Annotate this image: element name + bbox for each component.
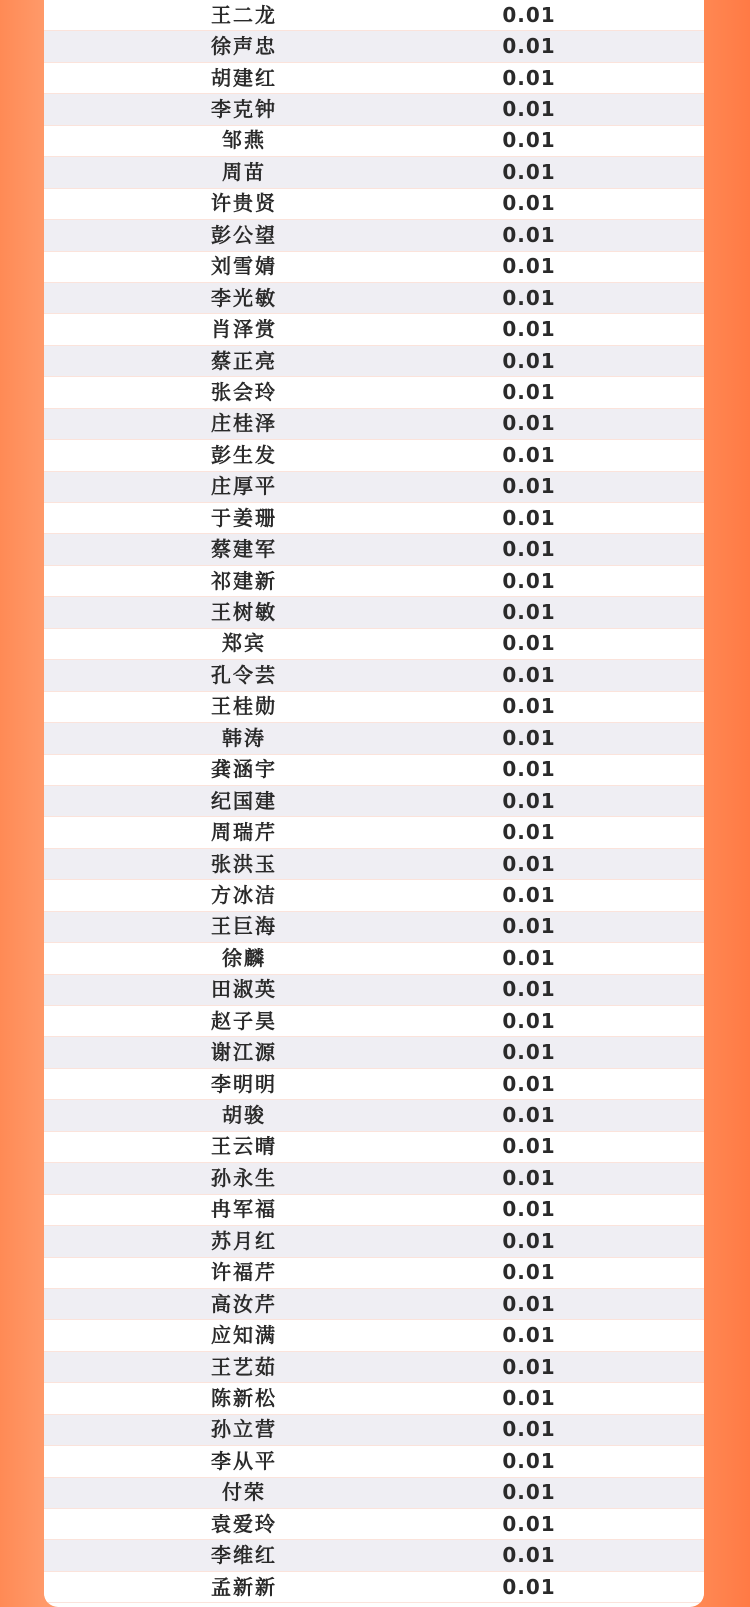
donor-name: 冉军福 (211, 1197, 277, 1222)
list-item (44, 189, 704, 220)
donation-amount: 0.01 (502, 1543, 556, 1568)
list-item (44, 566, 704, 597)
donation-amount: 0.01 (502, 1197, 556, 1222)
donor-name: 孙永生 (211, 1165, 277, 1190)
list-item (44, 377, 704, 408)
list-item (44, 1352, 704, 1383)
donation-amount: 0.01 (502, 285, 556, 310)
donor-name: 王二龙 (211, 2, 277, 27)
donation-amount: 0.01 (502, 1574, 556, 1599)
donor-name: 祁建新 (211, 568, 277, 593)
donor-name: 刘雪婧 (211, 254, 277, 279)
donor-name: 王艺茹 (211, 1354, 277, 1379)
donor-name: 纪国建 (211, 788, 277, 813)
donor-name: 于姜珊 (211, 505, 277, 530)
donation-amount: 0.01 (502, 820, 556, 845)
list-item (44, 723, 704, 754)
list-item (44, 440, 704, 471)
donation-amount: 0.01 (502, 191, 556, 216)
list-item (44, 1006, 704, 1037)
list-item (44, 1037, 704, 1068)
list-item (44, 1572, 704, 1603)
list-item (44, 314, 704, 345)
donor-name: 徐麟 (222, 945, 266, 970)
list-item (44, 849, 704, 880)
list-item (44, 1258, 704, 1289)
donor-name: 赵子昊 (211, 1008, 277, 1033)
donation-amount: 0.01 (502, 945, 556, 970)
donation-amount: 0.01 (502, 97, 556, 122)
donor-name: 谢江源 (211, 1040, 277, 1065)
donor-list (44, 0, 704, 1603)
donor-name: 孟新新 (211, 1574, 277, 1599)
list-item (44, 220, 704, 251)
donation-amount: 0.01 (502, 1385, 556, 1410)
donor-name: 孙立营 (211, 1417, 277, 1442)
donor-name: 孔令芸 (211, 662, 277, 687)
donor-name: 郑宾 (222, 631, 266, 656)
list-item (44, 94, 704, 125)
list-item (44, 1540, 704, 1571)
donation-amount: 0.01 (502, 1354, 556, 1379)
list-item (44, 31, 704, 62)
donation-amount: 0.01 (502, 411, 556, 436)
list-item (44, 346, 704, 377)
donation-amount: 0.01 (502, 1134, 556, 1159)
list-item (44, 0, 704, 31)
donation-amount: 0.01 (502, 600, 556, 625)
donor-name: 李从平 (211, 1448, 277, 1473)
donor-name: 蔡建军 (211, 537, 277, 562)
donation-amount: 0.01 (502, 348, 556, 373)
list-item (44, 1069, 704, 1100)
donor-name: 王树敏 (211, 600, 277, 625)
donation-amount: 0.01 (502, 1008, 556, 1033)
donation-amount: 0.01 (502, 65, 556, 90)
donation-amount: 0.01 (502, 631, 556, 656)
donor-name: 许福芹 (211, 1260, 277, 1285)
list-item (44, 912, 704, 943)
list-item (44, 1163, 704, 1194)
donation-amount: 0.01 (502, 505, 556, 530)
donation-amount: 0.01 (502, 914, 556, 939)
donation-amount: 0.01 (502, 662, 556, 687)
list-item (44, 629, 704, 660)
donation-amount: 0.01 (502, 1291, 556, 1316)
donation-amount: 0.01 (502, 159, 556, 184)
list-item (44, 755, 704, 786)
donor-name: 韩涛 (222, 725, 266, 750)
donor-name: 袁爱玲 (211, 1511, 277, 1536)
donation-amount: 0.01 (502, 694, 556, 719)
donor-name: 王桂勋 (211, 694, 277, 719)
donation-amount: 0.01 (502, 442, 556, 467)
list-item (44, 252, 704, 283)
list-item (44, 943, 704, 974)
donor-name: 付荣 (222, 1480, 266, 1505)
donor-name: 苏月红 (211, 1228, 277, 1253)
list-item (44, 1383, 704, 1414)
donation-amount: 0.01 (502, 977, 556, 1002)
donor-name: 邹燕 (222, 128, 266, 153)
donor-name: 田淑英 (211, 977, 277, 1002)
donation-amount: 0.01 (502, 1260, 556, 1285)
donation-amount: 0.01 (502, 254, 556, 279)
list-item (44, 1415, 704, 1446)
donor-list-panel (44, 0, 704, 1607)
list-item (44, 126, 704, 157)
donation-amount: 0.01 (502, 222, 556, 247)
donation-amount: 0.01 (502, 851, 556, 876)
list-item (44, 692, 704, 723)
donation-amount: 0.01 (502, 1480, 556, 1505)
list-item (44, 660, 704, 691)
donation-amount: 0.01 (502, 1165, 556, 1190)
donor-name: 陈新松 (211, 1385, 277, 1410)
donation-amount: 0.01 (502, 788, 556, 813)
list-item (44, 1478, 704, 1509)
donation-amount: 0.01 (502, 1448, 556, 1473)
list-item (44, 409, 704, 440)
donor-name: 徐声忠 (211, 34, 277, 59)
donor-name: 李维红 (211, 1543, 277, 1568)
donation-amount: 0.01 (502, 474, 556, 499)
list-item (44, 1132, 704, 1163)
donor-name: 张会玲 (211, 379, 277, 404)
donation-amount: 0.01 (502, 1040, 556, 1065)
donor-name: 龚涵宇 (211, 757, 277, 782)
donor-name: 李克钟 (211, 97, 277, 122)
donation-amount: 0.01 (502, 128, 556, 153)
list-item (44, 1100, 704, 1131)
donor-name: 蔡正亮 (211, 348, 277, 373)
list-item (44, 1446, 704, 1477)
donation-amount: 0.01 (502, 568, 556, 593)
list-item (44, 472, 704, 503)
list-item (44, 817, 704, 848)
donation-amount: 0.01 (502, 379, 556, 404)
donation-amount: 0.01 (502, 1511, 556, 1536)
donor-name: 庄桂泽 (211, 411, 277, 436)
donation-amount: 0.01 (502, 1071, 556, 1096)
donation-amount: 0.01 (502, 2, 556, 27)
list-item (44, 63, 704, 94)
donor-name: 李光敏 (211, 285, 277, 310)
list-item (44, 503, 704, 534)
donor-name: 彭生发 (211, 442, 277, 467)
donation-amount: 0.01 (502, 1103, 556, 1128)
list-item (44, 157, 704, 188)
list-item (44, 1509, 704, 1540)
donor-name: 肖泽赏 (211, 317, 277, 342)
donor-name: 胡建红 (211, 65, 277, 90)
list-item (44, 283, 704, 314)
donor-name: 彭公望 (211, 222, 277, 247)
list-item (44, 1320, 704, 1351)
donor-name: 周瑞芹 (211, 820, 277, 845)
list-item (44, 880, 704, 911)
list-item (44, 975, 704, 1006)
list-item (44, 786, 704, 817)
donor-name: 方冰洁 (211, 882, 277, 907)
list-item (44, 534, 704, 565)
donor-name: 胡骏 (222, 1103, 266, 1128)
donor-name: 庄厚平 (211, 474, 277, 499)
donation-amount: 0.01 (502, 537, 556, 562)
donation-amount: 0.01 (502, 1417, 556, 1442)
donation-amount: 0.01 (502, 34, 556, 59)
donor-name: 张洪玉 (211, 851, 277, 876)
donor-name: 许贵贤 (211, 191, 277, 216)
donor-name: 周苗 (222, 159, 266, 184)
donation-amount: 0.01 (502, 725, 556, 750)
donation-amount: 0.01 (502, 882, 556, 907)
donor-name: 王巨海 (211, 914, 277, 939)
donation-amount: 0.01 (502, 757, 556, 782)
list-item (44, 1226, 704, 1257)
donor-name: 应知满 (211, 1323, 277, 1348)
donation-amount: 0.01 (502, 1323, 556, 1348)
donor-name: 王云晴 (211, 1134, 277, 1159)
donation-amount: 0.01 (502, 1228, 556, 1253)
donation-amount: 0.01 (502, 317, 556, 342)
list-item (44, 1195, 704, 1226)
list-item (44, 597, 704, 628)
list-item (44, 1289, 704, 1320)
donor-name: 高汝芹 (211, 1291, 277, 1316)
donor-name: 李明明 (211, 1071, 277, 1096)
